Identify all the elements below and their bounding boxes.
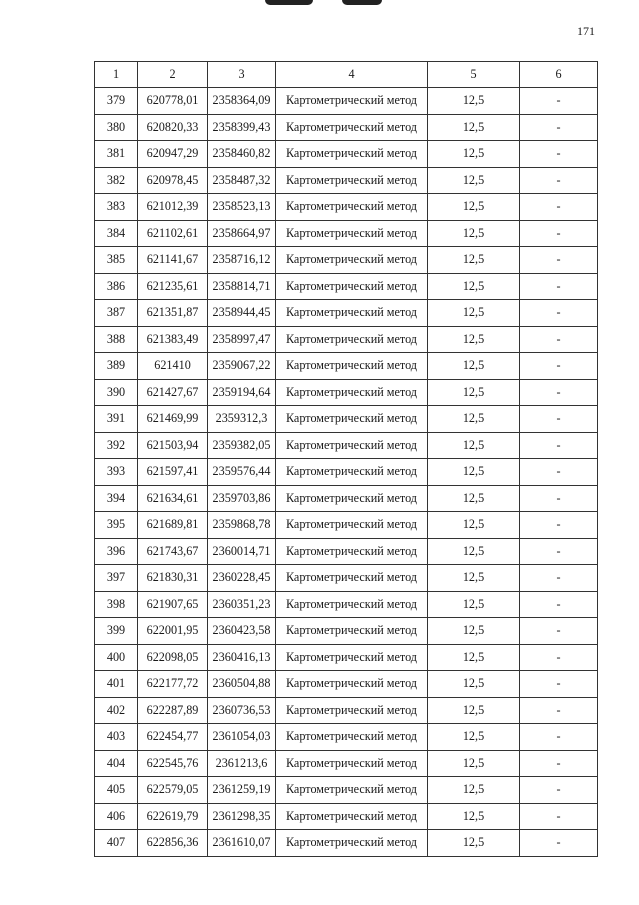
table-row [95,326,598,353]
method-cell: Картометрический метод [276,114,428,141]
table-row [95,247,598,274]
point-number-cell: 390 [95,379,138,406]
note-cell: - [520,671,598,698]
page-number: 171 [577,24,595,38]
method-cell: Картометрический метод [276,194,428,221]
table-row [95,671,598,698]
point-number-cell: 385 [95,247,138,274]
table-row [95,538,598,565]
point-number-cell: 383 [95,194,138,221]
accuracy-cell: 12,5 [428,591,520,618]
table-row [95,194,598,221]
table-row [95,485,598,512]
method-cell: Картометрический метод [276,565,428,592]
y-coordinate-cell: 2360351,23 [208,591,276,618]
table-row [95,830,598,857]
accuracy-cell: 12,5 [428,512,520,539]
x-coordinate-cell: 622856,36 [138,830,208,857]
note-cell: - [520,591,598,618]
point-number-cell: 398 [95,591,138,618]
x-coordinate-cell: 620820,33 [138,114,208,141]
method-cell: Картометрический метод [276,777,428,804]
note-cell: - [520,194,598,221]
accuracy-cell: 12,5 [428,247,520,274]
x-coordinate-cell: 620778,01 [138,88,208,115]
table-row [95,803,598,830]
table-row [95,644,598,671]
point-number-cell: 404 [95,750,138,777]
header-cell: 3 [208,62,276,88]
note-cell: - [520,300,598,327]
note-cell: - [520,432,598,459]
accuracy-cell: 12,5 [428,300,520,327]
y-coordinate-cell: 2360416,13 [208,644,276,671]
note-cell: - [520,565,598,592]
method-cell: Картометрический метод [276,485,428,512]
accuracy-cell: 12,5 [428,406,520,433]
accuracy-cell: 12,5 [428,141,520,168]
method-cell: Картометрический метод [276,644,428,671]
note-cell: - [520,777,598,804]
y-coordinate-cell: 2358399,43 [208,114,276,141]
method-cell: Картометрический метод [276,618,428,645]
coordinates-table [94,61,598,857]
note-cell: - [520,803,598,830]
y-coordinate-cell: 2358664,97 [208,220,276,247]
x-coordinate-cell: 621102,61 [138,220,208,247]
method-cell: Картометрический метод [276,379,428,406]
note-cell: - [520,273,598,300]
point-number-cell: 400 [95,644,138,671]
accuracy-cell: 12,5 [428,273,520,300]
note-cell: - [520,220,598,247]
note-cell: - [520,750,598,777]
header-row [95,62,598,88]
y-coordinate-cell: 2361054,03 [208,724,276,751]
point-number-cell: 389 [95,353,138,380]
x-coordinate-cell: 622619,79 [138,803,208,830]
x-coordinate-cell: 621503,94 [138,432,208,459]
x-coordinate-cell: 621141,67 [138,247,208,274]
method-cell: Картометрический метод [276,591,428,618]
accuracy-cell: 12,5 [428,114,520,141]
note-cell: - [520,724,598,751]
y-coordinate-cell: 2359576,44 [208,459,276,486]
header-cell: 6 [520,62,598,88]
accuracy-cell: 12,5 [428,459,520,486]
table-row [95,167,598,194]
x-coordinate-cell: 622545,76 [138,750,208,777]
accuracy-cell: 12,5 [428,194,520,221]
x-coordinate-cell: 622579,05 [138,777,208,804]
method-cell: Картометрический метод [276,141,428,168]
point-number-cell: 407 [95,830,138,857]
accuracy-cell: 12,5 [428,220,520,247]
point-number-cell: 384 [95,220,138,247]
note-cell: - [520,538,598,565]
y-coordinate-cell: 2359194,64 [208,379,276,406]
accuracy-cell: 12,5 [428,167,520,194]
table-row [95,300,598,327]
binding-mark-right [342,0,382,5]
y-coordinate-cell: 2358997,47 [208,326,276,353]
note-cell: - [520,618,598,645]
y-coordinate-cell: 2361213,6 [208,750,276,777]
x-coordinate-cell: 621427,67 [138,379,208,406]
note-cell: - [520,697,598,724]
accuracy-cell: 12,5 [428,353,520,380]
point-number-cell: 399 [95,618,138,645]
accuracy-cell: 12,5 [428,88,520,115]
x-coordinate-cell: 621634,61 [138,485,208,512]
method-cell: Картометрический метод [276,353,428,380]
y-coordinate-cell: 2358364,09 [208,88,276,115]
point-number-cell: 382 [95,167,138,194]
note-cell: - [520,88,598,115]
y-coordinate-cell: 2359312,3 [208,406,276,433]
x-coordinate-cell: 621830,31 [138,565,208,592]
table-row [95,724,598,751]
method-cell: Картометрический метод [276,326,428,353]
point-number-cell: 396 [95,538,138,565]
accuracy-cell: 12,5 [428,803,520,830]
y-coordinate-cell: 2359067,22 [208,353,276,380]
method-cell: Картометрический метод [276,538,428,565]
y-coordinate-cell: 2358716,12 [208,247,276,274]
accuracy-cell: 12,5 [428,750,520,777]
x-coordinate-cell: 622454,77 [138,724,208,751]
x-coordinate-cell: 620947,29 [138,141,208,168]
note-cell: - [520,114,598,141]
point-number-cell: 392 [95,432,138,459]
accuracy-cell: 12,5 [428,777,520,804]
accuracy-cell: 12,5 [428,724,520,751]
note-cell: - [520,379,598,406]
note-cell: - [520,353,598,380]
table-row [95,618,598,645]
y-coordinate-cell: 2359382,05 [208,432,276,459]
point-number-cell: 380 [95,114,138,141]
x-coordinate-cell: 621383,49 [138,326,208,353]
y-coordinate-cell: 2360504,88 [208,671,276,698]
point-number-cell: 406 [95,803,138,830]
note-cell: - [520,485,598,512]
x-coordinate-cell: 620978,45 [138,167,208,194]
point-number-cell: 394 [95,485,138,512]
table-row [95,114,598,141]
accuracy-cell: 12,5 [428,485,520,512]
header-cell: 4 [276,62,428,88]
y-coordinate-cell: 2361298,35 [208,803,276,830]
x-coordinate-cell: 621012,39 [138,194,208,221]
y-coordinate-cell: 2358460,82 [208,141,276,168]
x-coordinate-cell: 622098,05 [138,644,208,671]
method-cell: Картометрический метод [276,750,428,777]
y-coordinate-cell: 2360228,45 [208,565,276,592]
x-coordinate-cell: 621469,99 [138,406,208,433]
method-cell: Картометрический метод [276,406,428,433]
note-cell: - [520,247,598,274]
note-cell: - [520,406,598,433]
method-cell: Картометрический метод [276,432,428,459]
point-number-cell: 393 [95,459,138,486]
table-row [95,353,598,380]
note-cell: - [520,512,598,539]
table-row [95,220,598,247]
accuracy-cell: 12,5 [428,326,520,353]
point-number-cell: 391 [95,406,138,433]
y-coordinate-cell: 2358487,32 [208,167,276,194]
method-cell: Картометрический метод [276,803,428,830]
x-coordinate-cell: 622001,95 [138,618,208,645]
table-row [95,406,598,433]
table-row [95,88,598,115]
table-row [95,777,598,804]
table-row [95,750,598,777]
y-coordinate-cell: 2359868,78 [208,512,276,539]
table-body [95,88,598,857]
note-cell: - [520,644,598,671]
x-coordinate-cell: 622177,72 [138,671,208,698]
binding-mark-left [265,0,313,5]
note-cell: - [520,459,598,486]
point-number-cell: 405 [95,777,138,804]
x-coordinate-cell: 621351,87 [138,300,208,327]
method-cell: Картометрический метод [276,697,428,724]
table-row [95,432,598,459]
note-cell: - [520,141,598,168]
point-number-cell: 403 [95,724,138,751]
method-cell: Картометрический метод [276,724,428,751]
method-cell: Картометрический метод [276,300,428,327]
note-cell: - [520,830,598,857]
accuracy-cell: 12,5 [428,644,520,671]
point-number-cell: 388 [95,326,138,353]
header-cell: 5 [428,62,520,88]
table-row [95,459,598,486]
y-coordinate-cell: 2360736,53 [208,697,276,724]
method-cell: Картометрический метод [276,273,428,300]
y-coordinate-cell: 2358523,13 [208,194,276,221]
x-coordinate-cell: 621410 [138,353,208,380]
y-coordinate-cell: 2361610,07 [208,830,276,857]
header-cell: 2 [138,62,208,88]
method-cell: Картометрический метод [276,220,428,247]
method-cell: Картометрический метод [276,247,428,274]
note-cell: - [520,167,598,194]
table-row [95,565,598,592]
method-cell: Картометрический метод [276,512,428,539]
accuracy-cell: 12,5 [428,830,520,857]
accuracy-cell: 12,5 [428,432,520,459]
x-coordinate-cell: 621235,61 [138,273,208,300]
point-number-cell: 395 [95,512,138,539]
accuracy-cell: 12,5 [428,538,520,565]
accuracy-cell: 12,5 [428,379,520,406]
method-cell: Картометрический метод [276,88,428,115]
method-cell: Картометрический метод [276,830,428,857]
header-cell: 1 [95,62,138,88]
table-row [95,512,598,539]
point-number-cell: 379 [95,88,138,115]
x-coordinate-cell: 621907,65 [138,591,208,618]
x-coordinate-cell: 622287,89 [138,697,208,724]
accuracy-cell: 12,5 [428,565,520,592]
accuracy-cell: 12,5 [428,618,520,645]
table-row [95,141,598,168]
y-coordinate-cell: 2358944,45 [208,300,276,327]
method-cell: Картометрический метод [276,459,428,486]
y-coordinate-cell: 2360423,58 [208,618,276,645]
y-coordinate-cell: 2361259,19 [208,777,276,804]
y-coordinate-cell: 2358814,71 [208,273,276,300]
x-coordinate-cell: 621689,81 [138,512,208,539]
point-number-cell: 401 [95,671,138,698]
method-cell: Картометрический метод [276,671,428,698]
method-cell: Картометрический метод [276,167,428,194]
table-row [95,379,598,406]
x-coordinate-cell: 621597,41 [138,459,208,486]
table-header [95,62,598,88]
table-row [95,273,598,300]
table-row [95,697,598,724]
point-number-cell: 387 [95,300,138,327]
accuracy-cell: 12,5 [428,697,520,724]
point-number-cell: 397 [95,565,138,592]
y-coordinate-cell: 2360014,71 [208,538,276,565]
y-coordinate-cell: 2359703,86 [208,485,276,512]
x-coordinate-cell: 621743,67 [138,538,208,565]
accuracy-cell: 12,5 [428,671,520,698]
note-cell: - [520,326,598,353]
point-number-cell: 402 [95,697,138,724]
table-row [95,591,598,618]
point-number-cell: 386 [95,273,138,300]
point-number-cell: 381 [95,141,138,168]
